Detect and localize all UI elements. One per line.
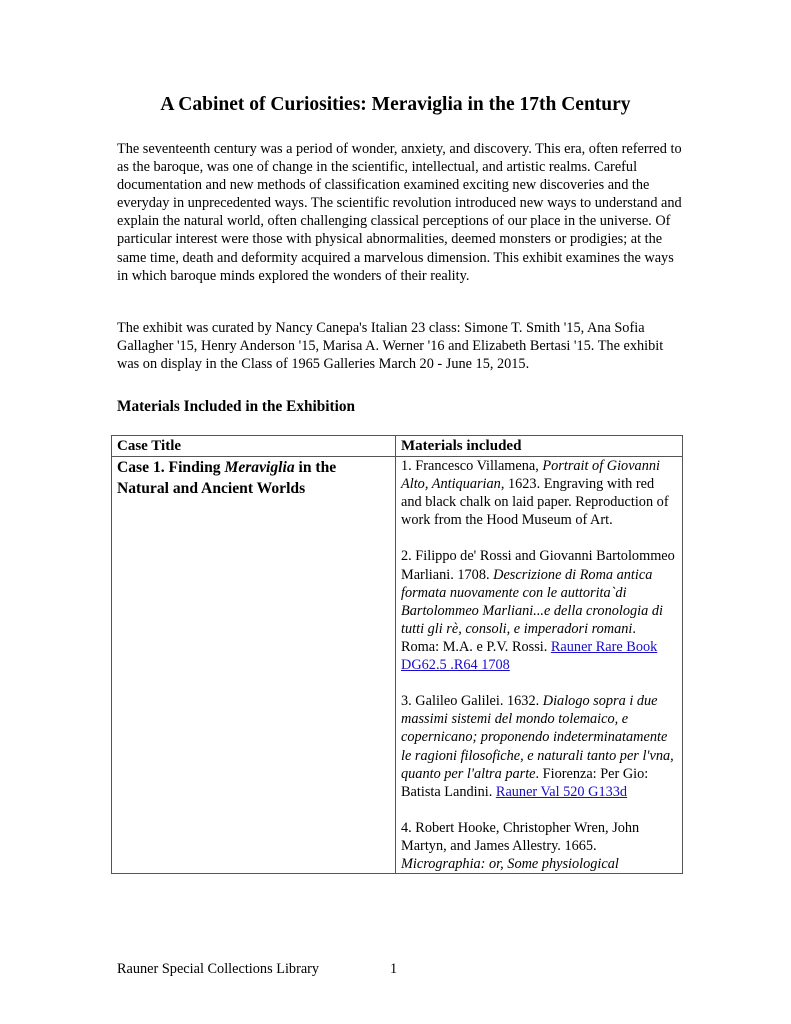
curators-paragraph: The exhibit was curated by Nancy Canepa's Italian 23 class: Simone T. Smith '15, Ana Sofia Gallagher '15, Henry Anderson '15, Marisa A. Werner '16 and Elizabeth Bertasi '15. The exhibit was on display in the Class of 1965 Galleries March 20 - June 15, 2015. bbox=[117, 320, 664, 373]
material-entry bbox=[401, 692, 677, 801]
entry-text: 1. Francesco Villamena, bbox=[401, 458, 543, 474]
case-title-italic: Meraviglia bbox=[224, 459, 295, 476]
entry-text: 2. Filippo de' Rossi and Giovanni Bartolommeo Marliani. 1708. bbox=[401, 548, 675, 583]
call-number-link[interactable]: Rauner Rare Book DG62.5 .R64 1708 bbox=[401, 638, 658, 674]
entry-title: Descrizione di Roma antica formata nuovamente con le auttorita`di Bartolommeo Marliani...e della cronologia di tutti gli rè, consoli, e imperadori romani bbox=[401, 566, 663, 637]
case-title-suffix: in the Natural and Ancient Worlds bbox=[117, 459, 337, 497]
entry-details: , 1623. Engraving with red and black chalk on laid paper. Reproduction of work from the Hood Museum of Art. bbox=[401, 476, 669, 529]
materials-table bbox=[111, 435, 683, 874]
footer-library-name: Rauner Special Collections Library bbox=[117, 961, 320, 977]
entry-title: Dialogo sopra i due massimi sistemi del mondo tolemaico, e copernicano; proponendo indeterminatamente le ragioni filosofiche, e naturali tanto per l'vna, quanto per l'altra parte bbox=[401, 693, 674, 782]
materials-cell bbox=[396, 457, 683, 874]
case-title-header: Case Title bbox=[112, 436, 396, 457]
materials-included-header: Materials included bbox=[396, 436, 683, 457]
call-number-link[interactable]: Rauner Val 520 G133d bbox=[495, 783, 628, 800]
entry-title: Micrographia: or, Some physiological bbox=[401, 856, 619, 873]
material-entry bbox=[401, 819, 677, 873]
intro-paragraph: The seventeenth century was a period of wonder, anxiety, and discovery. This era, often referred to as the baroque, was one of change in the scientific, intellectual, and artistic realms. Careful documentation and new methods of classification examined exciting new discoveries and the everyday in unprecedented ways. The scientific revolution introduced new ways to understand and explain the natural world, often challenging classical perceptions of our place in the universe. Of particular interest were those with physical abnormalities, deemed monsters or prodigies; at the same time, death and deformity acquired a marvelous dimension. This exhibit examines the ways in which baroque minds explored the wonders of their reality. bbox=[117, 141, 682, 284]
entry-text: 4. Robert Hooke, Christopher Wren, John Martyn, and James Allestry. 1665. bbox=[401, 819, 640, 854]
footer-page-number: 1 bbox=[390, 961, 398, 977]
table-header-row bbox=[112, 436, 683, 457]
case-title-cell bbox=[112, 457, 396, 874]
entry-details: . Roma: M.A. e P.V. Rossi. bbox=[401, 620, 636, 655]
table-row bbox=[112, 457, 683, 874]
section-heading: Materials Included in the Exhibition bbox=[117, 398, 355, 415]
material-entry bbox=[401, 457, 677, 529]
case-title-prefix: Case 1. Finding bbox=[117, 459, 225, 476]
entry-title: Portrait of Giovanni Alto, Antiquarian bbox=[401, 458, 660, 493]
entry-details: . Fiorenza: Per Gio: Batista Landini. bbox=[401, 765, 649, 800]
document-title: A Cabinet of Curiosities: Meraviglia in the 17th Century bbox=[160, 94, 631, 115]
material-entry bbox=[401, 547, 677, 674]
entry-text: 3. Galileo Galilei. 1632. bbox=[401, 693, 543, 710]
